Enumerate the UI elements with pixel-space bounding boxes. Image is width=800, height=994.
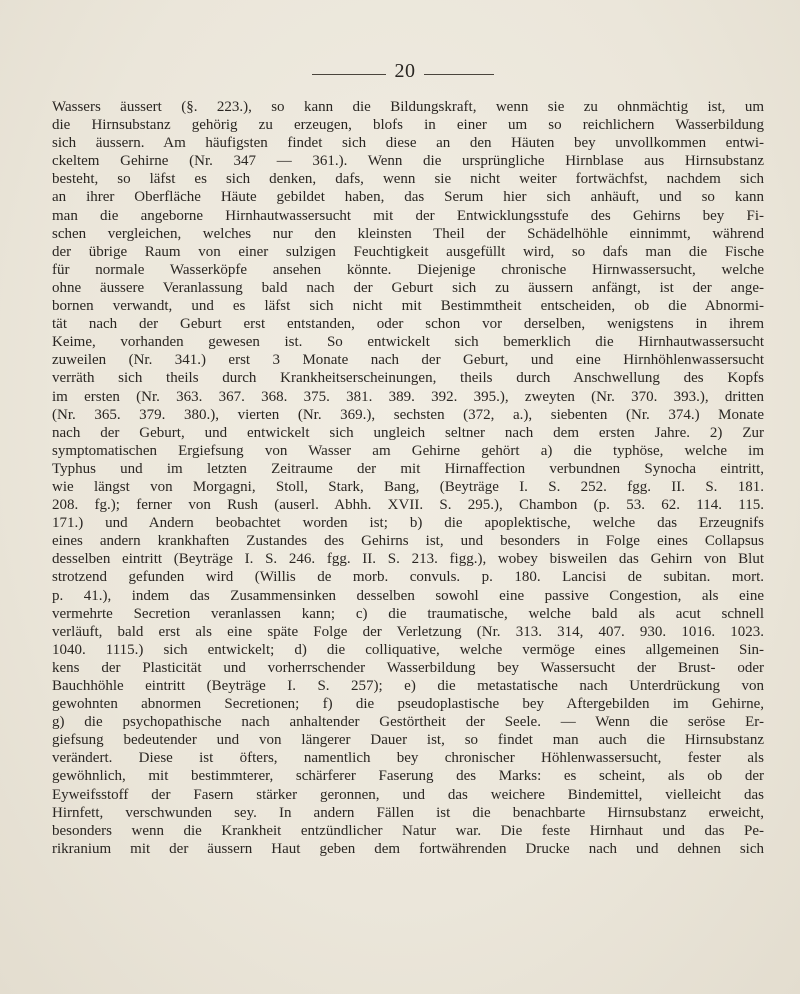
text-line: Hirnfett, verschwunden sey. In andern Fällen ist die benachbarte Hirnsubstanz erweicht,	[52, 804, 764, 821]
text-line: besteht, so läfst es sich denken, dafs, wenn sie nicht weiter fortwächfst, nachdem sich	[52, 171, 764, 188]
text-line: verändert. Diese ist öfters, namentlich bey chronischer Höhlenwassersucht, fester als	[52, 750, 764, 767]
text-line: schen vergleichen, welches nur den kleinsten Theil der Schädelhöhle einnimmt, während	[52, 225, 764, 242]
text-line: Keime, vorhanden gewesen ist. So entwickelt sich bemerklich die Hirnhautwassersucht	[52, 334, 764, 351]
body-text	[52, 98, 764, 858]
text-line: sich äussern. Am häufigsten findet sich diese an den Häuten bey unvollkommen entwi-	[52, 135, 764, 152]
text-line: wie längst von Morgagni, Stoll, Stark, Bang, (Beyträge I. S. 252. fgg. II. S. 181.	[52, 478, 764, 495]
text-line: nach der Geburt, und entwickelt sich ungleich seltner nach dem ersten Jahre. 2) Zur	[52, 424, 764, 441]
text-line: verräth sich theils durch Krankheitserscheinungen, theils durch Anschwellung des Kopfs	[52, 370, 764, 387]
header-rule-left	[312, 74, 386, 75]
text-line: Bauchhöhle eintritt (Beyträge I. S. 257); e) die metastatische nach Unterdrückung von	[52, 678, 764, 694]
header-rule-right	[424, 74, 494, 75]
text-line: (Nr. 365. 379. 380.), vierten (Nr. 369.), sechsten (372, a.), siebenten (Nr. 374.) Monate	[52, 406, 764, 423]
text-line: im ersten (Nr. 363. 367. 368. 375. 381. 389. 392. 395.), zweyten (Nr. 370. 393.), dritten	[52, 388, 764, 405]
text-line: bornen verwandt, und es läfst sich nicht mit Bestimmtheit entscheiden, ob die Abnormi-	[52, 298, 764, 315]
page-number: 20	[394, 60, 416, 82]
text-line: symptomatischen Ergiefsung von Wasser am Gehirne gehört a) die typhöse, welche im	[52, 442, 764, 459]
text-line: ohne äussere Veranlassung bald nach der Geburt sich zu äussern anfängt, ist der ange-	[52, 279, 764, 296]
text-line: 208. fg.); ferner von Rush (auserl. Abhh. XVII. S. 295.), Chambon (p. 53. 62. 114. 115.	[52, 497, 764, 514]
text-line: Wassers äussert (§. 223.), so kann die Bildungskraft, wenn sie zu ohnmächtig ist, um	[52, 99, 764, 115]
text-line: die Hirnsubstanz gehörig zu erzeugen, blofs in einer um so reichlichern Wasserbildung	[52, 117, 764, 134]
text-line: gewöhnlich, mit bestimmterer, schärferer Faserung des Marks: es scheint, als ob der	[52, 768, 764, 785]
text-line: man die angeborne Hirnhautwassersucht mit der Entwicklungsstufe des Gehirns bey Fi-	[52, 207, 764, 224]
text-line: g) die psychopathische nach anhaltender Gestörtheit der Seele. — Wenn die seröse Er-	[52, 714, 764, 731]
text-line: gewohnten abnormen Secretionen; f) die pseudoplastische bey Aftergebilden im Gehirne,	[52, 696, 764, 713]
text-line: besonders wenn die Krankheit entzündlicher Natur war. Die feste Hirnhaut und das Pe-	[52, 822, 764, 839]
text-line: kens der Plasticität und vorherrschender Wasserbildung bey Wassersucht der Brust- oder	[52, 659, 764, 676]
text-line: vermehrte Secretion veranlassen kann; c) die traumatische, welche bald als acut schnell	[52, 605, 764, 622]
text-line: ckeltem Gehirne (Nr. 347 — 361.). Wenn die ursprüngliche Hirnblase aus Hirnsubstanz	[52, 153, 764, 170]
text-line: der übrige Raum von einer sulzigen Feuchtigkeit ausgefüllt wird, so dafs man die Fische	[52, 243, 764, 260]
text-line: verläuft, bald erst als eine späte Folge der Verletzung (Nr. 313. 314, 407. 930. 1016. 1023.	[52, 623, 764, 640]
text-line: rikranium mit der äussern Haut geben dem fortwährenden Drucke nach und dehnen sich	[52, 840, 764, 857]
text-line: 1040. 1115.) sich entwickelt; d) die colliquative, welche vermöge eines allgemeinen Sin-	[52, 641, 764, 658]
text-line: Eyweifsstoff der Fasern stärker geronnen, und das weichere Bindemittel, vielleicht das	[52, 786, 764, 803]
text-line: p. 41.), indem das Zusammensinken desselben sowohl eine passive Congestion, als eine	[52, 587, 764, 604]
text-line: tät nach der Geburt erst entstanden, oder schon vor derselben, wenigstens in ihrem	[52, 316, 764, 333]
text-line: zuweilen (Nr. 341.) erst 3 Monate nach der Geburt, und eine Hirnhöhlenwassersucht	[52, 352, 764, 369]
text-line: strotzend gefunden wird (Willis de morb. convuls. p. 180. Lancisi de subitan. mort.	[52, 569, 764, 586]
page-header	[0, 58, 800, 88]
text-line: eines andern krankhaften Zustandes des Gehirns ist, und besonders in Folge eines Collapsus	[52, 533, 764, 550]
text-line: giefsung bedeutender und von längerer Dauer ist, so findet man auch die Hirnsubstanz	[52, 732, 764, 749]
text-line: desselben eintritt (Beyträge I. S. 246. fgg. II. S. 213. figg.), wobey bisweilen das Gehirn von Blut	[52, 551, 764, 568]
text-line: 171.) und Andern beobachtet worden ist; b) die apoplektische, welche das Erzeugnifs	[52, 515, 764, 532]
text-line: an ihrer Oberfläche Häute gebildet haben, das Serum hier sich anhäuft, und so kann	[52, 189, 764, 206]
text-line: für normale Wasserköpfe ansehen könnte. Diejenige chronische Hirnwassersucht, welche	[52, 261, 764, 278]
text-line: Typhus und im letzten Zeitraume der mit Hirnaffection verbundnen Synocha eintritt,	[52, 460, 764, 477]
